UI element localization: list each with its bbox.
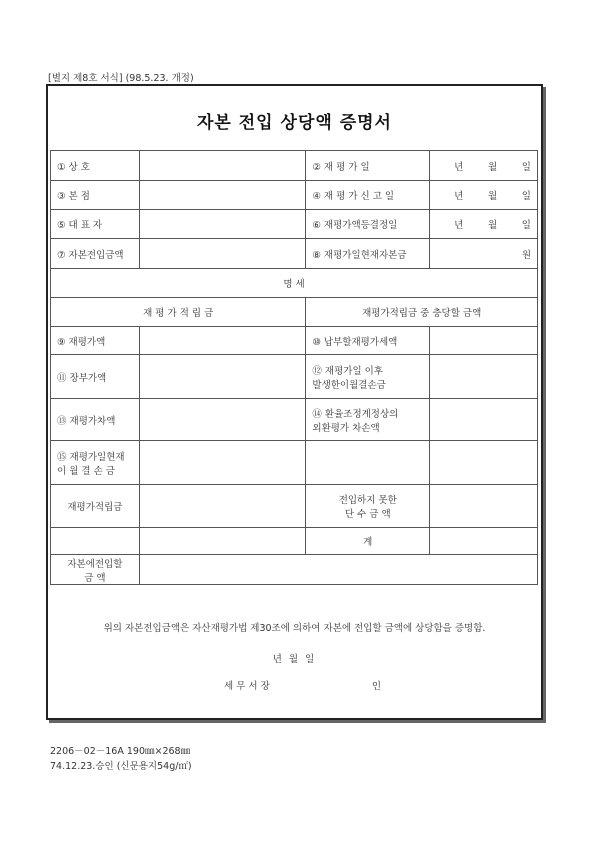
field-capital-amount[interactable]: [139, 555, 537, 585]
form-reference-note: [별지 제8호 서식] (98.5.23. 개정): [48, 73, 194, 84]
sign-date: 년 월 일: [272, 654, 317, 665]
label-revaluation-difference: ⑬ 재평가차액: [51, 399, 140, 441]
label-capital-transfer: ⑦ 자본전입금액: [51, 239, 140, 269]
label-fraction-amount: 전입하지 못한 단 수 금 액: [306, 485, 430, 528]
label-revaluation-date: ② 재 평 가 일: [306, 151, 430, 181]
field-representative[interactable]: [139, 210, 306, 239]
label-revaluation-amount: ⑨ 재평가액: [51, 327, 140, 355]
field-decision-date[interactable]: 년 월 일: [430, 210, 538, 239]
field-fraction-amount[interactable]: [430, 485, 538, 528]
seal-mark: 인: [371, 681, 382, 692]
label-current-capital: ⑧ 재평가일현재자본금: [306, 239, 430, 269]
field-revaluation-difference[interactable]: [139, 399, 306, 441]
approval-note: 74.12.23.승인 (신문용지54g/㎡): [50, 761, 192, 772]
certification-statement: 위의 자본전입금액은 자산재평가법 제30조에 의하여 자본에 전입할 금액에 상당함을 증명함.: [103, 623, 486, 634]
column-header-reserve: 재 평 가 적 립 금: [51, 298, 306, 327]
field-capital-transfer[interactable]: [139, 239, 306, 269]
label-report-date: ④ 재 평 가 신 고 일: [306, 181, 430, 210]
label-capital-amount: 자본에전입할 금 액: [51, 555, 140, 585]
label-fx-loss: ⑭ 환율조정계정상의 외환평가 차손액: [306, 399, 430, 441]
form-grid: [50, 150, 538, 585]
form-code: 2206－02－16A 190㎜×268㎜: [50, 746, 191, 757]
field-revaluation-tax[interactable]: [430, 327, 538, 355]
field-book-value[interactable]: [139, 355, 306, 399]
empty-cell-right-value: [430, 441, 538, 485]
label-carried-loss: ⑮ 재평가일현재 이 월 결 손 금: [51, 441, 140, 485]
label-post-loss: ⑫ 재평가일 이후 발생한이월결손금: [306, 355, 430, 399]
section-details-header: 명 세: [51, 269, 538, 298]
field-carried-loss[interactable]: [139, 441, 306, 485]
label-trade-name: ① 상 호: [51, 151, 140, 181]
label-total: 계: [306, 528, 430, 555]
field-reserve[interactable]: [139, 485, 306, 528]
signature-line: [224, 678, 381, 692]
signer-title: 세 무 서 장: [224, 681, 270, 692]
label-decision-date: ⑥ 재평가액등결정일: [306, 210, 430, 239]
empty-cell-left-label: [51, 528, 140, 555]
label-head-office: ③ 본 점: [51, 181, 140, 210]
column-header-allocation: 재평가적립금 중 충당할 금액: [306, 298, 538, 327]
label-book-value: ⑪ 장부가액: [51, 355, 140, 399]
field-post-loss[interactable]: [430, 355, 538, 399]
field-total[interactable]: [430, 528, 538, 555]
label-representative: ⑤ 대 표 자: [51, 210, 140, 239]
label-reserve: 재평가적립금: [51, 485, 140, 528]
empty-cell-left-value: [139, 528, 306, 555]
certificate-form: [46, 84, 543, 720]
field-trade-name[interactable]: [139, 151, 306, 181]
page-title: 자본 전입 상당액 증명서: [197, 113, 392, 133]
field-fx-loss[interactable]: [430, 399, 538, 441]
field-current-capital[interactable]: 원: [430, 239, 538, 269]
field-revaluation-date[interactable]: 년 월 일: [430, 151, 538, 181]
field-report-date[interactable]: 년 월 일: [430, 181, 538, 210]
empty-cell-right-label: [306, 441, 430, 485]
field-head-office[interactable]: [139, 181, 306, 210]
field-revaluation-amount[interactable]: [139, 327, 306, 355]
label-revaluation-tax: ⑩ 납부할재평가세액: [306, 327, 430, 355]
